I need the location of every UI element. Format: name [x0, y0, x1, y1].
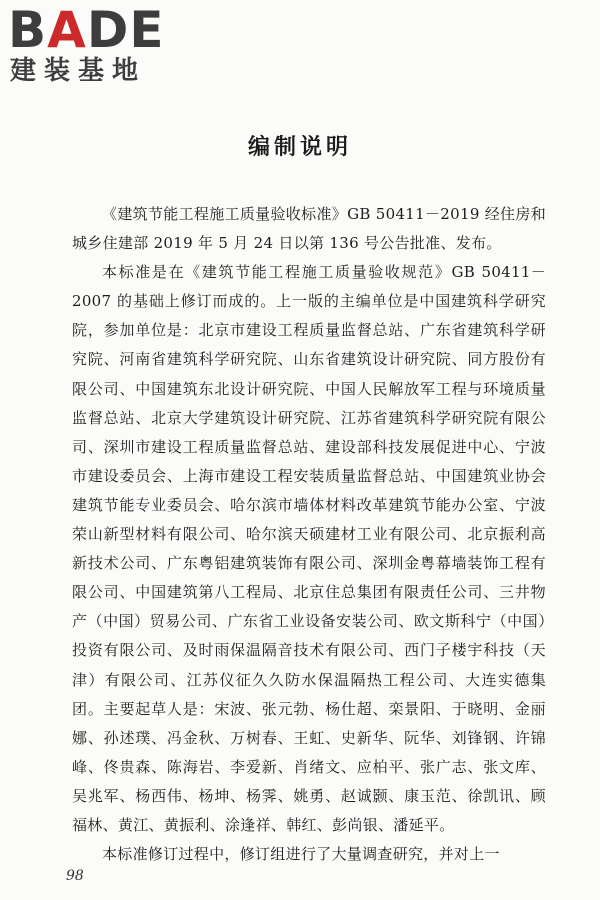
bade-logo [8, 1, 198, 96]
paragraph-approval: 《建筑节能工程施工质量验收标准》GB 50411－2019 经住房和城乡住建部 2019 年 5 月 24 日以第 136 号公告批准、发布。 [72, 205, 546, 253]
logo-subtitle: 建装基地 [10, 56, 147, 86]
paragraph-revision-history: 本标准是在《建筑节能工程施工质量验收规范》GB 50411－2007 的基础上修订而成的。上一版的主编单位是中国建筑科学研究院，参加单位是：北京市建设工程质量监督总站、广东省建筑科学研究院、河南省建筑科学研究院、山东省建筑设计研究院、同方股份有限公司、中国建筑东北设计研究院、中国人民解放军工程与环境质量监督总站、北京大学建筑设计研究院、江苏省建筑科学研究院有限公司、深圳市建设工程质量监督总站、建设部科技发展促进中心、宁波市建设委员会、上海市建设工程安装质量监督总站、中国建筑业协会建筑节能专业委员会、哈尔滨市墙体材料改革建筑节能办公室、宁波荣山新型材料有限公司、哈尔滨天硕建材工业有限公司、北京振利高新技术公司、广东粤铝建筑装饰有限公司、深圳金粤幕墙装饰工程有限公司、中国建筑第八工程局、北京住总集团有限责任公司、三井物产（中国）贸易公司、广东省工业设备安装公司、欧文斯科宁（中国）投资有限公司、及时雨保温隔音技术有限公司、西门子楼宇科技（天津）有限公司、江苏仪征久久防水保温隔热工程公司、大连实德集团。主要起草人是：宋波、张元勃、杨仕超、栾景阳、于晓明、金丽娜、孙述璞、冯金秋、万树春、王虹、史新华、阮华、刘锋钢、许锦峰、佟贵森、陈海岩、李爱新、肖绪文、应柏平、张广志、张文库、吴兆军、杨西伟、杨坤、杨霁、姚勇、赵诚颢、康玉范、徐凯讯、顾福林、黄江、黄振利、涂逢祥、韩红、彭尚银、潘延平。 [72, 263, 546, 834]
body-text [72, 200, 546, 869]
page-number: 98 [66, 868, 84, 884]
logo-wordmark: BADE [8, 1, 165, 59]
page-title: 编制说明 [247, 134, 352, 160]
paragraph-revision-process: 本标准修订过程中，修订组进行了大量调查研究，并对上一 [102, 845, 500, 864]
